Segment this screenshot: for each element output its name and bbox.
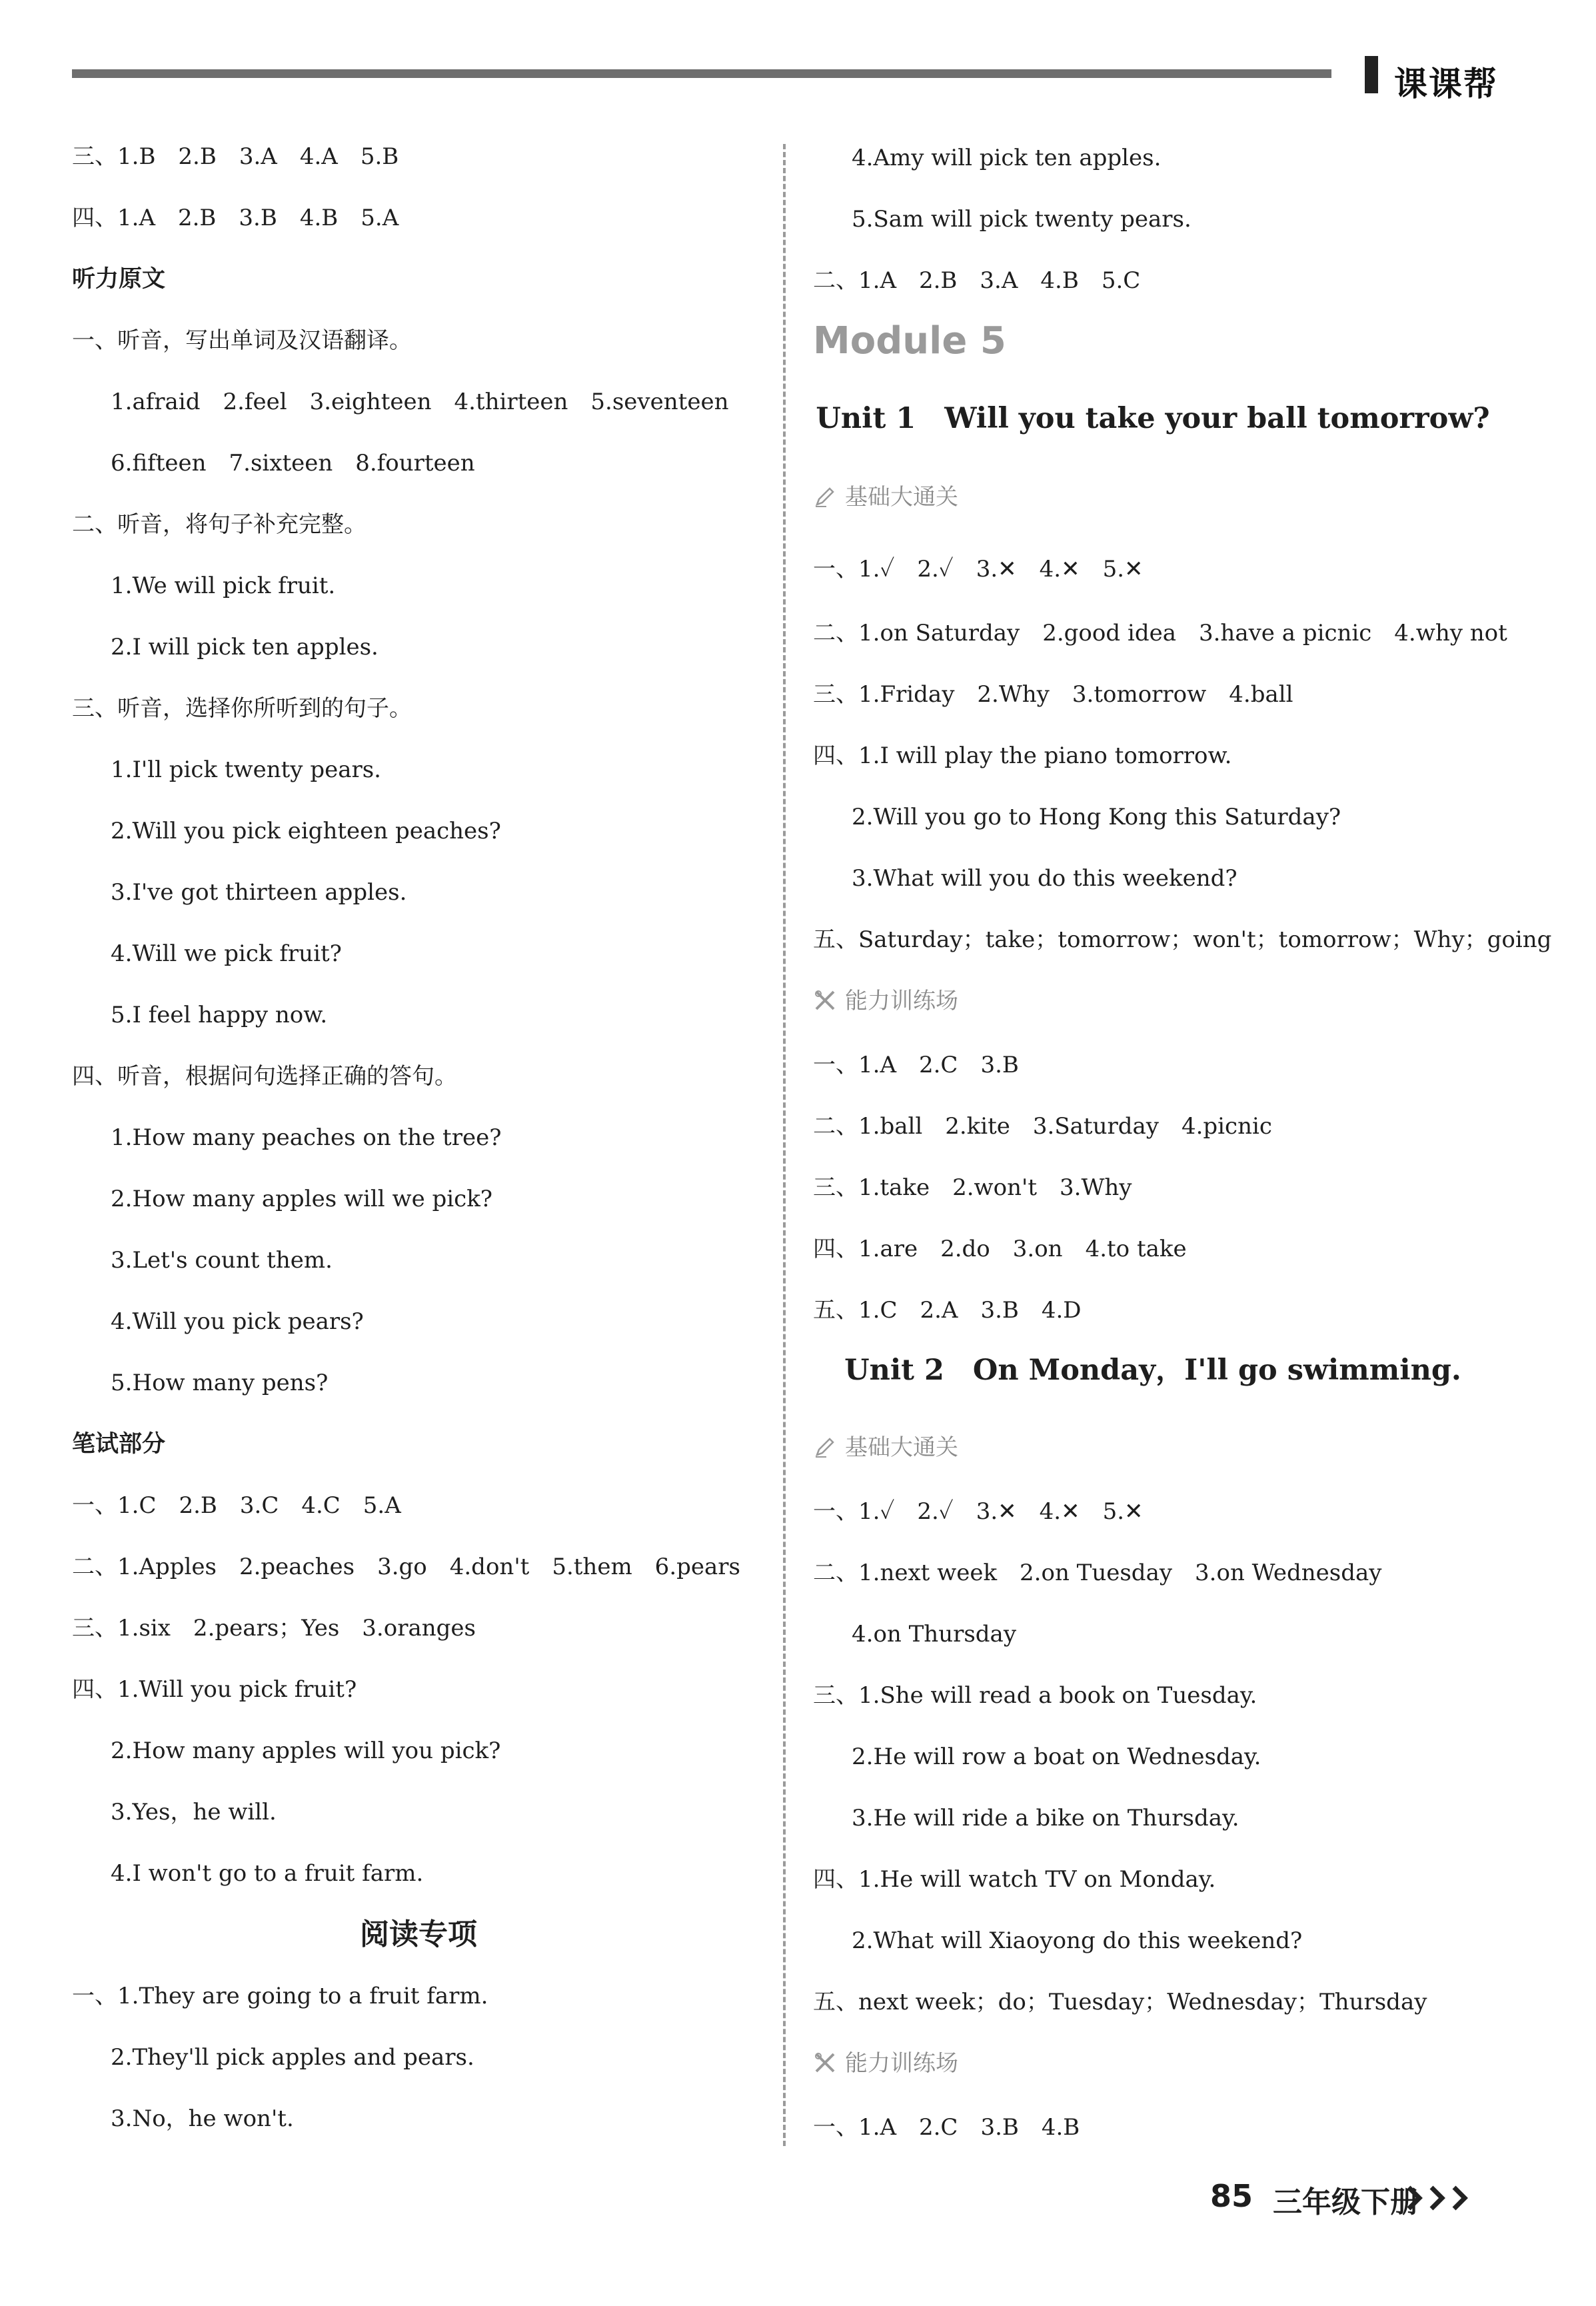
answer-line: 4.on Thursday (852, 1621, 1017, 1648)
tools-icon (813, 988, 837, 1012)
answer-line: 5.How many pens? (111, 1370, 329, 1396)
answer-line: 1.I'll pick twenty pears. (111, 756, 381, 783)
answer-line: 5.I feel happy now. (111, 1002, 328, 1028)
answer-line: 3.I've got thirteen apples. (111, 879, 407, 906)
section-heading: 笔试部分 (72, 1431, 166, 1458)
answer-line: 2.What will Xiaoyong do this weekend? (852, 1927, 1303, 1954)
answer-line: 2.Will you pick eighteen peaches? (111, 818, 501, 844)
section-label (813, 483, 958, 512)
header-rule (72, 69, 1331, 78)
pencil-icon (813, 485, 837, 509)
section-label (813, 986, 958, 1016)
answer-line: 三、1.six 2.pears；Yes 3.oranges (72, 1615, 476, 1642)
pencil-icon (813, 1435, 837, 1459)
grade-label: 三年级下册 (1273, 2185, 1419, 2219)
answer-line: 3.He will ride a bike on Thursday. (852, 1805, 1239, 1831)
answer-line: 2.How many apples will you pick? (111, 1737, 501, 1764)
answer-line: 二、1.A 2.B 3.A 4.B 5.C (813, 267, 1141, 294)
answer-line: 2.He will row a boat on Wednesday. (852, 1743, 1261, 1770)
answer-line: 2.They'll pick apples and pears. (111, 2044, 474, 2071)
answer-line: 四、1.He will watch TV on Monday. (813, 1866, 1216, 1893)
answer-line: 4.Will you pick pears? (111, 1308, 364, 1335)
answer-line: 3.What will you do this weekend? (852, 865, 1237, 892)
answer-line: 二、1.ball 2.kite 3.Saturday 4.picnic (813, 1113, 1272, 1140)
section-heading: 听力原文 (72, 266, 166, 293)
answer-line: 二、1.next week 2.on Tuesday 3.on Wednesday (813, 1560, 1382, 1586)
answer-line: 6.fifteen 7.sixteen 8.fourteen (111, 450, 475, 477)
answer-line: 4.Amy will pick ten apples. (852, 145, 1162, 171)
section-label-text: 基础大通关 (845, 1434, 958, 1461)
answer-line: 三、1.Friday 2.Why 3.tomorrow 4.ball (813, 681, 1293, 708)
brand-title: 课课帮 (1394, 65, 1498, 103)
answer-line: 1.We will pick fruit. (111, 573, 336, 599)
answer-line: 一、1.C 2.B 3.C 4.C 5.A (72, 1492, 401, 1519)
answer-line: 5.Sam will pick twenty pears. (852, 206, 1192, 233)
answer-line: 2.How many apples will we pick? (111, 1186, 493, 1212)
answer-line: 4.I won't go to a fruit farm. (111, 1860, 424, 1887)
brand-marker (1365, 56, 1378, 93)
unit-title: Unit 1 Will you take your ball tomorrow? (816, 402, 1490, 435)
section-label-text: 能力训练场 (845, 2050, 958, 2077)
tools-icon (813, 2051, 837, 2075)
answer-line: 1.afraid 2.feel 3.eighteen 4.thirteen 5.seventeen (111, 389, 729, 415)
column-divider (783, 144, 786, 2146)
answer-line: 二、1.on Saturday 2.good idea 3.have a picnic 4.why not (813, 620, 1507, 646)
answer-line: 一、1.✓ 2.✓ 3.✕ 4.✕ 5.✕ (813, 556, 1144, 582)
answer-line: 二、听音，将句子补充完整。 (72, 511, 367, 538)
answer-line: 三、1.take 2.won't 3.Why (813, 1174, 1132, 1201)
answer-line: 三、1.She will read a book on Tuesday. (813, 1682, 1257, 1709)
answer-line: 3.No，he won't. (111, 2105, 294, 2132)
answer-line: 五、Saturday；take；tomorrow；won't；tomorrow；Why；going (813, 926, 1552, 953)
answer-line: 3.Let's count them. (111, 1247, 333, 1274)
section-label (813, 1433, 958, 1462)
answer-line: 四、1.Will you pick fruit? (72, 1676, 357, 1703)
section-label-text: 基础大通关 (845, 484, 958, 511)
module-title: Module 5 (813, 319, 1006, 363)
answer-line: 一、1.A 2.C 3.B (813, 1052, 1019, 1078)
answer-line: 五、next week；do；Tuesday；Wednesday；Thursday (813, 1989, 1427, 2015)
answer-line: 五、1.C 2.A 3.B 4.D (813, 1297, 1082, 1324)
answer-line: 2.I will pick ten apples. (111, 634, 379, 660)
answer-line: 一、1.A 2.C 3.B 4.B (813, 2114, 1080, 2141)
page-number: 85 (1210, 2178, 1253, 2214)
answer-line: 四、1.A 2.B 3.B 4.B 5.A (72, 205, 399, 231)
answer-line: 3.Yes，he will. (111, 1799, 277, 1825)
unit-title: Unit 2 On Monday，I'll go swimming. (844, 1354, 1461, 1387)
answer-line: 1.How many peaches on the tree? (111, 1124, 502, 1151)
answer-line: 一、听音，写出单词及汉语翻译。 (72, 327, 412, 354)
answer-line: 三、1.B 2.B 3.A 4.A 5.B (72, 143, 399, 170)
answer-line: 四、1.are 2.do 3.on 4.to take (813, 1236, 1187, 1262)
chevrons-right-icon (1406, 2183, 1479, 2213)
reading-title: 阅读专项 (360, 1917, 477, 1951)
answer-line: 四、听音，根据问句选择正确的答句。 (72, 1063, 457, 1090)
answer-line: 三、听音，选择你所听到的句子。 (72, 695, 412, 722)
answer-line: 四、1.I will play the piano tomorrow. (813, 742, 1232, 769)
section-label-text: 能力训练场 (845, 988, 958, 1014)
answer-line: 2.Will you go to Hong Kong this Saturday? (852, 804, 1341, 830)
answer-line: 一、1.✓ 2.✓ 3.✕ 4.✕ 5.✕ (813, 1498, 1144, 1525)
answer-line: 二、1.Apples 2.peaches 3.go 4.don't 5.them 6.pears (72, 1554, 740, 1580)
answer-line: 4.Will we pick fruit? (111, 940, 342, 967)
answer-line: 一、1.They are going to a fruit farm. (72, 1983, 488, 2009)
section-label (813, 2049, 958, 2078)
